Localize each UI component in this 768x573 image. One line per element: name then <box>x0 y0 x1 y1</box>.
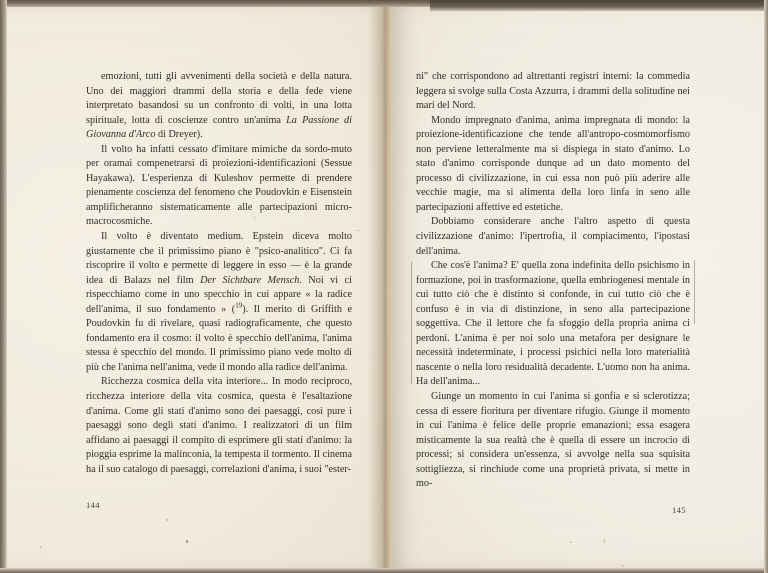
book-title-balazs-tail: . Noi vi ci rispecchiamo come in uno specchio in cui appare « la radice dell'anima, il suo fondamento » ( <box>86 274 355 315</box>
photo-edge-top-right <box>430 0 768 11</box>
page-number-left: 144 <box>86 500 100 510</box>
photo-edge-left <box>0 0 7 573</box>
paragraph <box>86 375 355 477</box>
footnote-marker: 19 <box>235 301 243 310</box>
paragraph-text: Giunge un momento in cui l'anima si gonfia e si sclerotizza; cessa di essere fioritura per diventare rifugio. Giunge il momento in cui l'anima è felice delle proprie emanazioni; essa esagera misticamente la sua realtà che è quella di essere un incrocio di processi; si considera un'essenza, si avvolge nella sua squisita sottigliezza, si rinchiude come una proprietà privata, si mette in mo- <box>416 391 693 490</box>
right-page-text-column <box>416 70 693 492</box>
margin-annotation-line-left <box>411 262 412 384</box>
film-title-dreyer: La Passione di Giovanna d'Arco <box>86 114 355 141</box>
paragraph <box>86 143 355 230</box>
page-number-right: 145 <box>672 505 686 515</box>
film-title-dreyer-tail: di Dreyer). <box>155 129 203 141</box>
paragraph-text: Il volto ha infatti cessato d'imitare mimiche da sordo-muto per oramai compenetrarsi di proiezioni-identificazioni (Sessue Hayakawa). L'esperienza di Kuleshov permette di prendere pienamente coscienza del fenomeno che Poudovkin e Eisenstein amplificheranno sistematicamente alle partecipazioni micro-macrocosmiche. <box>86 143 355 228</box>
left-page-text-column <box>86 70 355 477</box>
paragraph <box>86 230 355 375</box>
paragraph <box>416 70 693 114</box>
paragraph-annotated <box>416 259 693 390</box>
paragraph <box>416 114 693 216</box>
paragraph-text: Dobbiamo considerare anche l'altro aspetto di questa civilizzazione d'animo: l'ipertrofia, il compiacimento, l'ipostasi dell'anima. <box>416 216 693 257</box>
paragraph-text: Ricchezza cosmica della vita interiore... In modo reciproco, ricchezza interiore della vita cosmica, questa è l'esaltazione d'anima. Come gli stati d'animo sono dei paesaggi, così pure i paesaggi sono degli stati d'animo. I realizzatori di un film affidano ai paesaggi il compito di esprimere gli stati d'animo: la pioggia esprime la malinconia, la tempesta il tormento. Il cinema ha il suo catalogo di paesaggi, correlazioni d'anima, i suoi "ester- <box>86 376 355 475</box>
paragraph-text-continued: ). Il merito di Griffith e Poudovkin fu di rivelare, quasi radiograficamente, che questo fondamento era il cosmo: il volto è specchio dell'anima, l'anima stessa è specchio del mondo. Il primissimo piano vede molto di più che l'anima nell'anima, vede il mondo alla radice dell'anima. <box>86 303 355 373</box>
paragraph-text: Che cos'è l'anima? E' quella zona indefinita dello psichismo in formazione, poi in trasformazione, quella embriogenesi mentale in cui tutto ciò che è distinto si confonde, in cui tutto ciò che è confuso è in via di distinzione, in seno alla partecipazione soggettiva. Che il lettore che fa sfoggio della propria anima ci perdoni. L'anima è per noi solo una metafora per designare le necessità indeterminate, i processi psichici nella loro materialità nascente o nella loro residualità decadente. L'uomo non ha anima. Ha dell'anima... <box>416 260 693 388</box>
paragraph <box>416 215 693 259</box>
paragraph <box>416 390 693 492</box>
margin-annotation-line-right <box>694 260 695 324</box>
paragraph <box>86 70 355 143</box>
photo-edge-right <box>764 0 768 573</box>
photo-edge-bottom <box>0 568 768 573</box>
paragraph-text: Mondo impregnato d'anima, anima impregnata di mondo: la proiezione-identificazione che tende all'antropo-cosmomorfismo non perviene letteralmente ma si dispiega in stato d'animo. Lo stato d'animo corrisponde dunque ad un dato momento del processo di civilizzazione, in cui essa non può più aderire alle vecchie magie, ma si alimenta della loro linfa in seno alle partecipazioni affettive ed estetiche. <box>416 114 693 213</box>
paragraph-text: emozioni, tutti gli avvenimenti della società e della natura. Uno dei maggiori drammi della storia e della fede viene interpretato basandosi su un confronto di volti, in una lotta spirituale, lotta di coscienze contro un'anima <box>86 71 355 126</box>
book-title-balazs: Der Sichtbare Mensch <box>200 274 300 286</box>
paragraph-text: Il volto è diventato medium. Epstein diceva molto giustamente che il primissimo piano è "psico-analitico". Ci fa riscoprire il volto e permette di leggere in esso — è la grande idea di Balazs nel film <box>86 231 355 286</box>
paragraph-text: ni" che corrispondono ad altrettanti registri interni: la commedia leggera si svolge sulla Costa Azzurra, i drammi della solitudine nei mari del Nord. <box>416 71 693 112</box>
